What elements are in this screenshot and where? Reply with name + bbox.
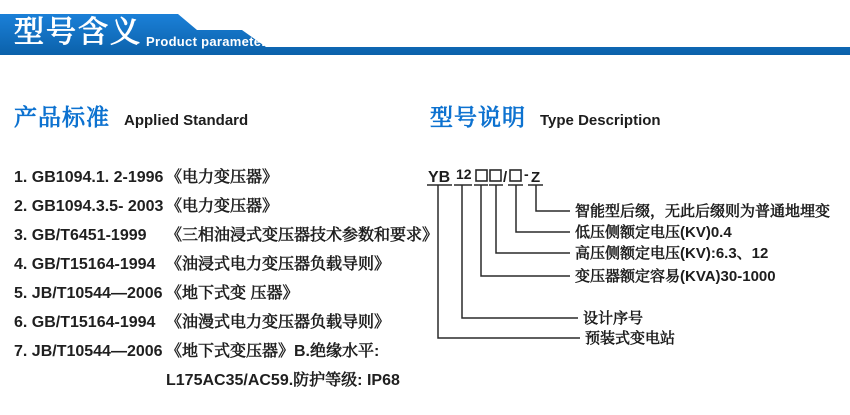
connector-lv-voltage xyxy=(516,185,570,232)
standard-title: 《三相油浸式变压器技术参数和要求》 xyxy=(166,227,439,244)
model-suffix: Z xyxy=(531,169,541,186)
standard-item xyxy=(14,163,424,192)
applied-standard-heading-en: Applied Standard xyxy=(124,112,249,129)
label-lv-voltage: 低压侧额定电压(KV)0.4 xyxy=(575,224,732,241)
standard-title: 《电力变压器》 xyxy=(166,169,279,186)
standard-item xyxy=(14,192,424,221)
connector-hv-voltage xyxy=(496,185,570,253)
model-slash: / xyxy=(503,169,508,186)
applied-standard-heading xyxy=(14,99,248,132)
model-box-placeholder xyxy=(490,170,501,181)
standard-item xyxy=(14,250,424,279)
standard-code: 2. GB1094.3.5- 2003 xyxy=(14,198,164,215)
model-series: 12 xyxy=(456,166,472,182)
connector-design-serial xyxy=(462,185,578,318)
page-subtitle: Product parameters xyxy=(146,34,275,49)
connector-suffix xyxy=(536,185,570,211)
standard-item xyxy=(14,279,424,308)
standard-title: 《油漫式电力变压器负载导则》 xyxy=(166,314,391,331)
model-dash: - xyxy=(524,166,529,182)
standards-list xyxy=(14,163,439,395)
standard-title: 《地下式变 压器》 xyxy=(166,285,299,302)
page-title: 型号含义 xyxy=(14,16,142,49)
standard-code: 4. GB/T15164-1994 xyxy=(14,256,156,273)
model-box-placeholder xyxy=(510,170,521,181)
standard-code: 6. GB/T15164-1994 xyxy=(14,314,156,331)
label-capacity: 变压器额定容易(KVA)30-1000 xyxy=(575,268,776,285)
standard-item xyxy=(14,308,424,337)
standard-title: 《油浸式电力变压器负载导则》 xyxy=(166,256,391,273)
standard-code: 5. JB/T10544—2006 xyxy=(14,285,163,302)
standard-title: 《电力变压器》 xyxy=(166,198,279,215)
standard-item xyxy=(14,337,424,366)
standard-code: 3. GB/T6451-1999 xyxy=(14,227,147,244)
label-hv-voltage: 高压侧额定电压(KV):6.3、12 xyxy=(575,245,769,262)
connector-capacity xyxy=(481,185,570,276)
connector-substation xyxy=(438,185,580,338)
model-designation-diagram xyxy=(425,152,850,367)
standard-item-continuation: L175AC35/AC59.防护等级: IP68 xyxy=(166,372,400,389)
model-prefix: YB xyxy=(428,169,451,186)
standard-item xyxy=(14,221,439,250)
standard-code: 1. GB1094.1. 2-1996 xyxy=(14,169,164,186)
model-box-placeholder xyxy=(476,170,487,181)
label-smart-suffix: 智能型后缀，无此后缀则为普通地埋变 xyxy=(575,203,831,220)
standard-code: 7. JB/T10544—2006 xyxy=(14,343,163,360)
applied-standard-heading-cn: 产品标准 xyxy=(14,104,110,130)
type-description-heading-cn: 型号说明 xyxy=(430,104,526,130)
label-substation: 预装式变电站 xyxy=(585,330,676,347)
label-design-serial: 设计序号 xyxy=(583,310,644,327)
standard-title: 《地下式变压器》B.绝缘水平: xyxy=(166,343,380,360)
type-description-heading-en: Type Description xyxy=(540,112,661,129)
type-description-heading xyxy=(430,99,661,132)
